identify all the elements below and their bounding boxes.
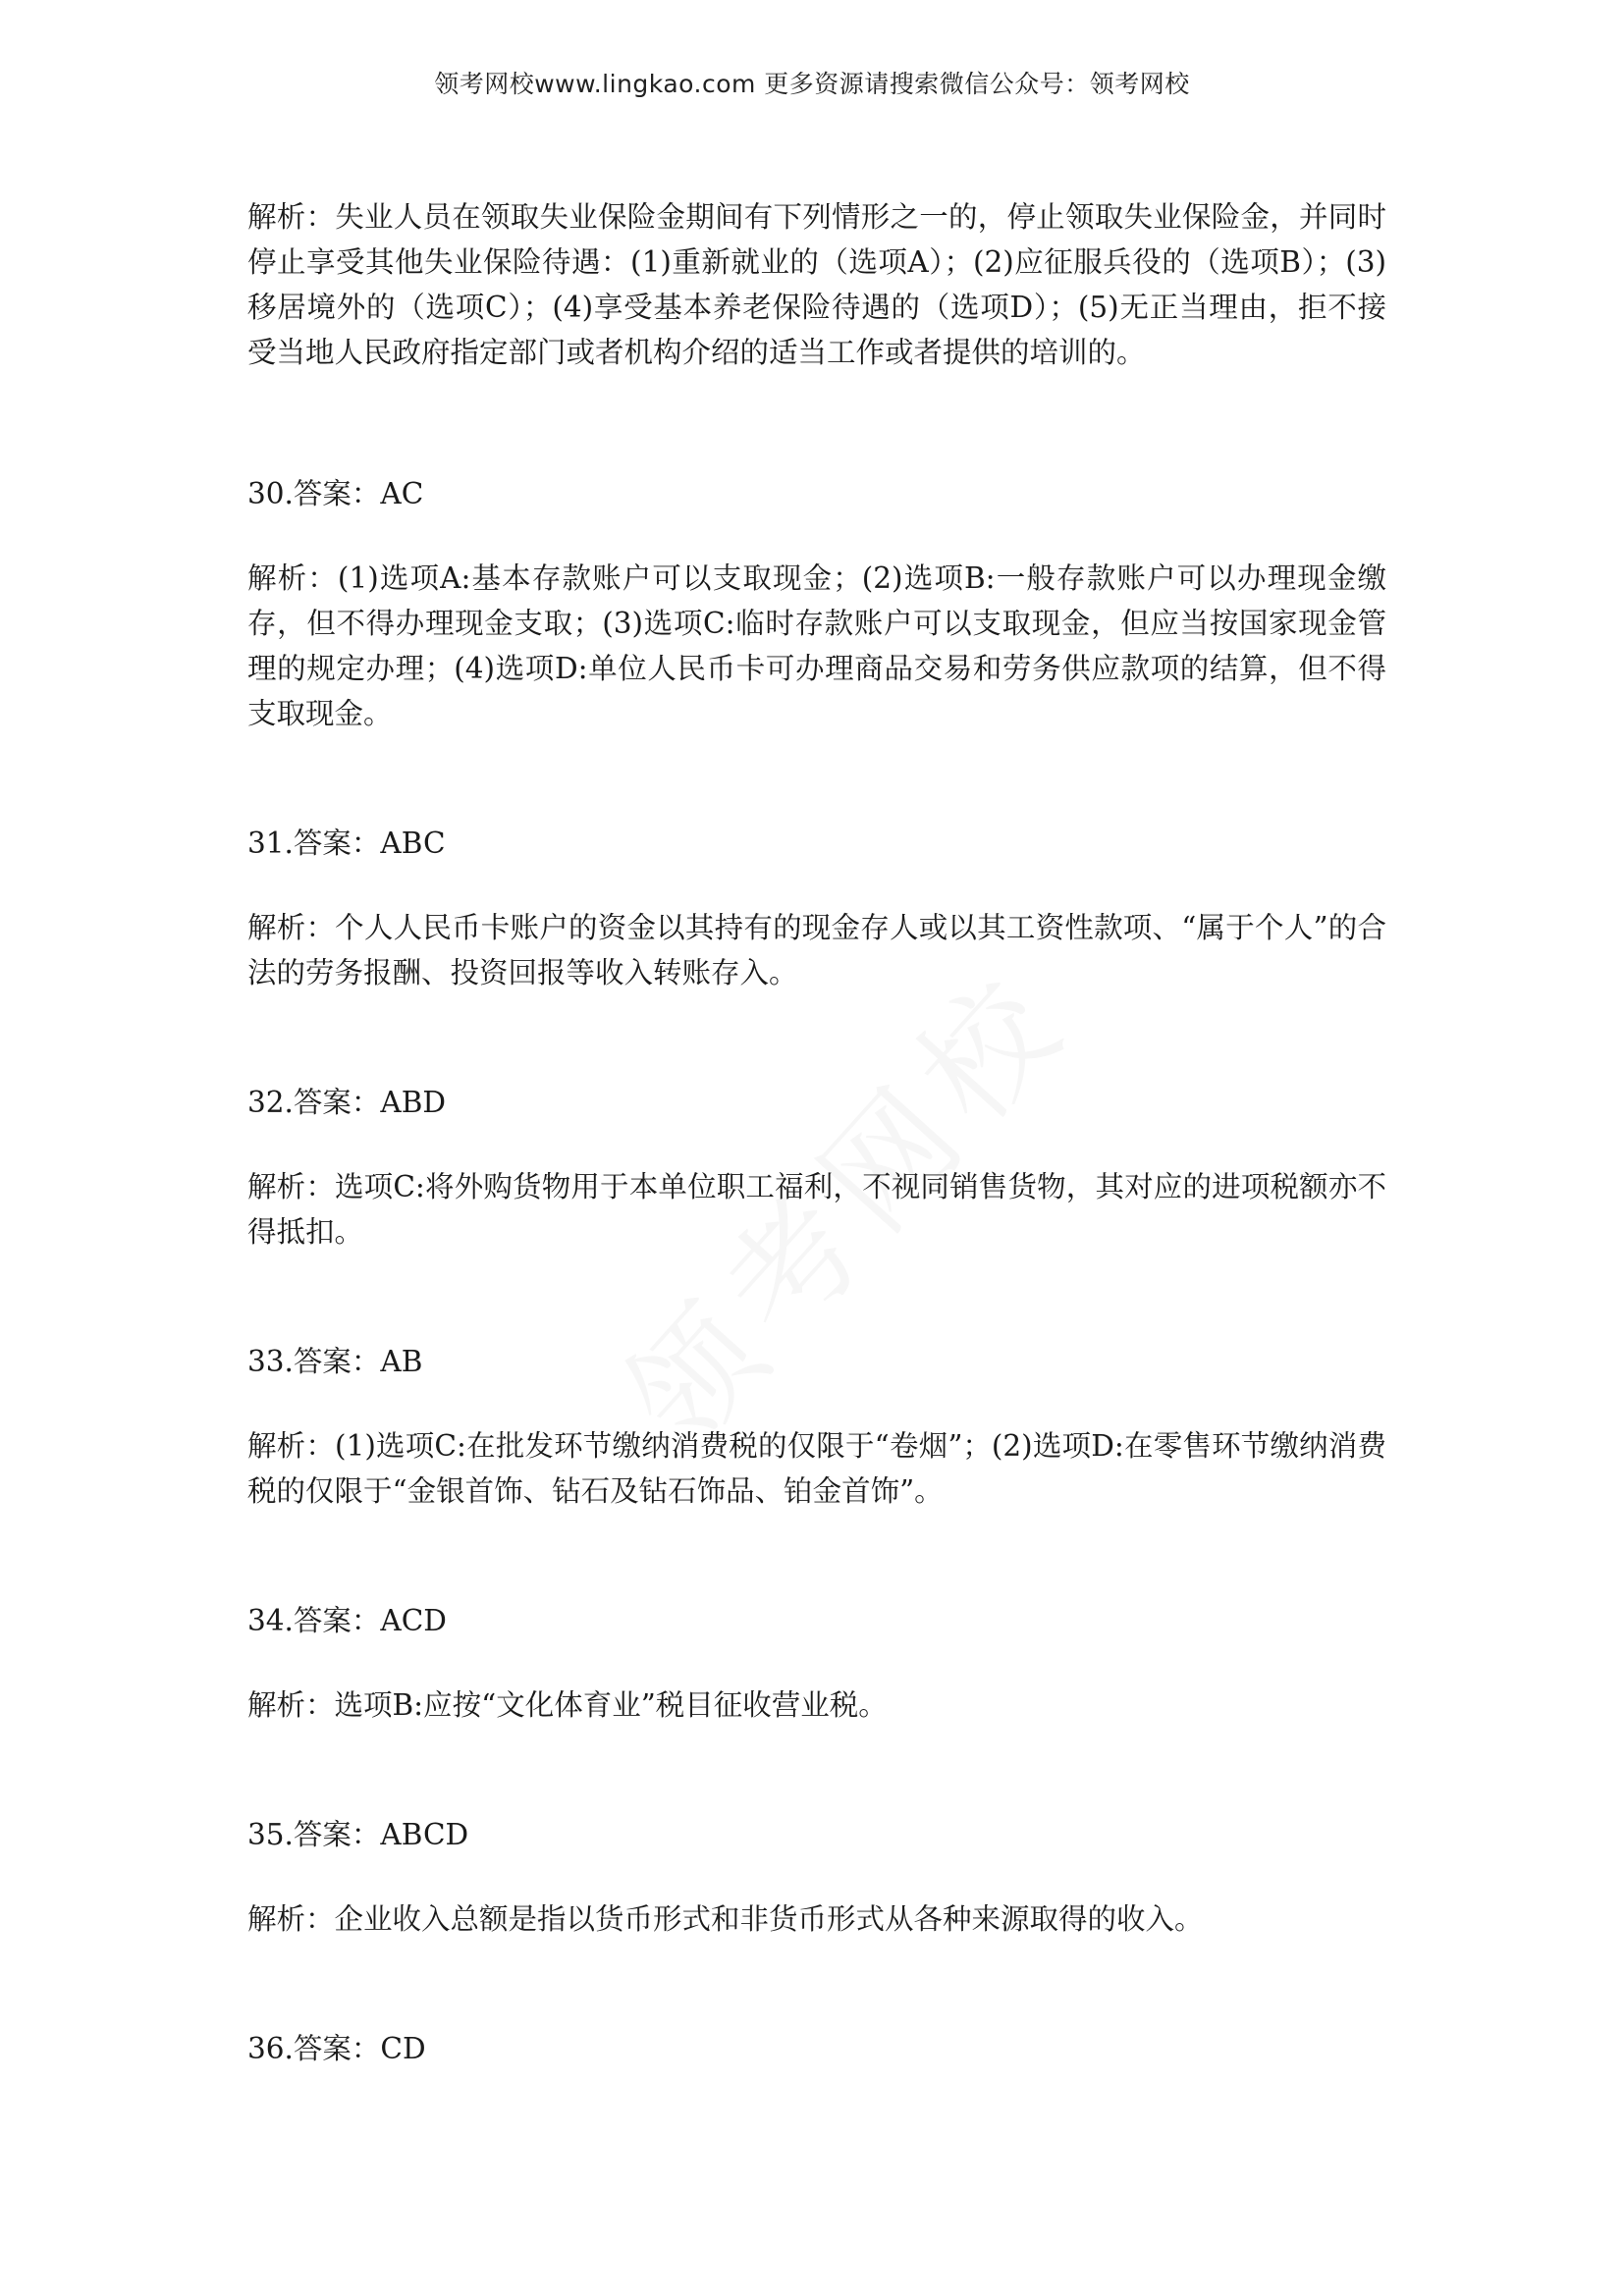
answer-heading: 33.答案：AB xyxy=(247,1345,423,1378)
analysis-text: 解析：选项B:应按“文化体育业”税目征收营业税。 xyxy=(247,1688,888,1722)
page-header: 领考网校www.lingkao.com 更多资源请搜索微信公众号：领考网校 xyxy=(434,70,1190,98)
answer-content xyxy=(247,194,1386,2071)
analysis-text: 解析：(1)选项C:在批发环节缴纳消费税的仅限于“卷烟”；(2)选项D:在零售环节缴纳消费税的仅限于“金银首饰、钻石及钻石饰品、铂金首饰”。 xyxy=(247,1429,1386,1508)
analysis-text: 解析：个人人民币卡账户的资金以其持有的现金存人或以其工资性款项、“属于个人”的合法的劳务报酬、投资回报等收入转账存入。 xyxy=(247,911,1386,989)
analysis-text: 解析：选项C:将外购货物用于本单位职工福利，不视同销售货物，其对应的进项税额亦不得抵扣。 xyxy=(247,1170,1386,1249)
analysis-text: 解析：企业收入总额是指以货币形式和非货币形式从各种来源取得的收入。 xyxy=(247,1902,1204,1936)
answer-heading: 32.答案：ABD xyxy=(247,1086,447,1119)
answer-heading: 30.答案：AC xyxy=(247,477,424,510)
answer-heading: 31.答案：ABC xyxy=(247,827,446,860)
answer-heading: 35.答案：ABCD xyxy=(247,1818,469,1851)
analysis-text: 解析：(1)选项A:基本存款账户可以支取现金；(2)选项B:一般存款账户可以办理现金缴存，但不得办理现金支取；(3)选项C:临时存款账户可以支取现金，但应当按国家现金管理的规定办理；(4)选项D:单位人民币卡可办理商品交易和劳务供应款项的结算，但不得支取现金。 xyxy=(247,561,1386,730)
answer-heading: 36.答案：CD xyxy=(247,2032,426,2065)
answer-heading: 34.答案：ACD xyxy=(247,1604,447,1637)
analysis-text: 解析：失业人员在领取失业保险金期间有下列情形之一的，停止领取失业保险金，并同时停止享受其他失业保险待遇：(1)重新就业的（选项A）；(2)应征服兵役的（选项B）；(3)移居境外的（选项C）；(4)享受基本养老保险待遇的（选项D）；(5)无正当理由，拒不接受当地人民政府指定部门或者机构介绍的适当工作或者提供的培训的。 xyxy=(247,200,1386,369)
